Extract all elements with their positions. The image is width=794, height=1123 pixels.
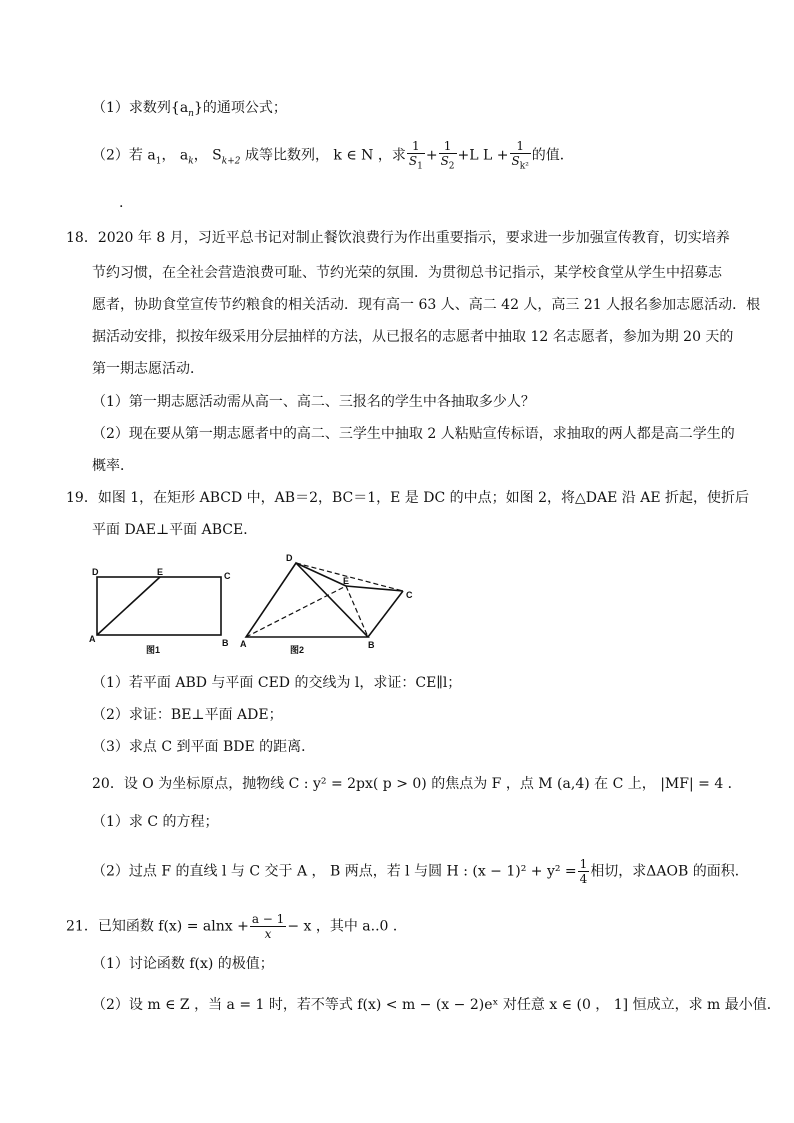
p19-line-2: 平面 DAE⊥平面 ABCE． (92, 522, 258, 538)
p18-line-2: 节约习惯，在全社会营造浪费可耻、节约光荣的氛围．为贯彻总书记指示，某学校食堂从学生中招募志 (92, 265, 722, 281)
fig2-label-c: C (406, 590, 413, 600)
fraction-one-quarter: $\frac{1}{4}$ (579, 857, 588, 886)
p19-q3: （3）求点 C 到平面 BDE 的距离． (92, 739, 316, 755)
fig2-label-a: A (240, 639, 247, 649)
figure-1-rectangle (88, 565, 238, 657)
p20-q2: （2）过点 F 的直线 l 与 C 交于 A ， B 两点，若 l 与圆 H : (x − 1)² + y² = $\frac{1}{4}$ 相切，求ΔAOB 的面积． (92, 857, 749, 886)
p20-q1: （1）求 C 的方程； (92, 814, 219, 830)
fig1-label-e: E (157, 567, 164, 577)
p18-line-5: 第一期志愿活动． (92, 361, 204, 377)
fig2-caption: 图2 (290, 645, 305, 655)
fig2-label-b: B (368, 640, 375, 650)
fig1-label-c: C (224, 571, 231, 581)
p19-q2: （2）求证：BE⊥平面 ADE； (92, 707, 283, 723)
fraction-a-minus-1-over-x: $\frac{a - 1}{x}$ (251, 912, 285, 941)
fig2-label-d: D (286, 553, 293, 563)
fraction-1-over-s1: $\frac{1}{S_1}$ (408, 139, 423, 172)
p19-line-1: 19．如图 1，在矩形 ABCD 中，AB＝2，BC＝1，E 是 DC 的中点；如图 2，将△DAE 沿 AE 折起，使折后 (66, 490, 750, 506)
p20-line-1: 20．设 O 为坐标原点，抛物线 C : y² = 2px( p > 0) 的焦点为 F ，点 M (a,4) 在 C 上， |MF| = 4 ． (92, 776, 742, 792)
stray-dot: . (119, 195, 124, 211)
p21-q1: （1）讨论函数 f(x) 的极值； (92, 956, 274, 972)
p21-line-1: 21．已知函数 f(x) = alnx + $\frac{a - 1}{x}$ − x ，其中 a..0 ． (66, 912, 407, 941)
p19-q1: （1）若平面 ABD 与平面 CED 的交线为 l，求证：CE∥l； (92, 675, 462, 691)
fraction-1-over-sk2: $\frac{1}{S_{k^2}}$ (511, 139, 529, 172)
p18-line-1: 18．2020 年 8 月，习近平总书记对制止餐饮浪费行为作出重要指示，要求进一步加强宣传教育，切实培养 (66, 230, 730, 246)
p18-q1: （1）第一期志愿活动需从高一、高二、三报名的学生中各抽取多少人？ (92, 394, 535, 410)
fig1-label-d: D (92, 567, 99, 577)
p18-line-3: 愿者，协助食堂宣传节约粮食的相关活动．现有高一 63 人、高二 42 人，高三 21 人报名参加志愿活动．根 (92, 297, 761, 313)
figure-2-folded (238, 553, 418, 657)
fig1-label-b: B (222, 638, 229, 648)
p17-q2: （2）若 $a_1$， $a_k$， $S_{k+2}$ 成等比数列， k ∈ N ，求 $\frac{1}{S_1}$ + $\frac{1}{S_2}$ +L L + $\frac{1}{S_{k^2}}$ 的值． (92, 139, 574, 172)
fig1-caption: 图1 (146, 645, 161, 655)
fig2-label-e: E (343, 576, 350, 586)
fraction-1-over-s2: $\frac{1}{S_2}$ (440, 139, 455, 172)
p17-q1: （1）求数列$\{a_n\}$的通项公式； (92, 100, 287, 119)
p18-line-4: 据活动安排，拟按年级采用分层抽样的方法，从已报名的志愿者中抽取 12 名志愿者，参加为期 20 天的 (92, 329, 734, 345)
p21-q2: （2）设 m ∈ Z ，当 a = 1 时，若不等式 f(x) < m − (x − 2)eˣ 对任意 x ∈ (0 ， 1] 恒成立，求 m 最小值． (92, 997, 781, 1013)
p18-q2: （2）现在要从第一期志愿者中的高二、三学生中抽取 2 人粘贴宣传标语，求抽取的两人都是高二学生的 (92, 426, 735, 442)
p18-q2-cont: 概率． (92, 458, 134, 474)
fig1-label-a: A (89, 634, 96, 644)
